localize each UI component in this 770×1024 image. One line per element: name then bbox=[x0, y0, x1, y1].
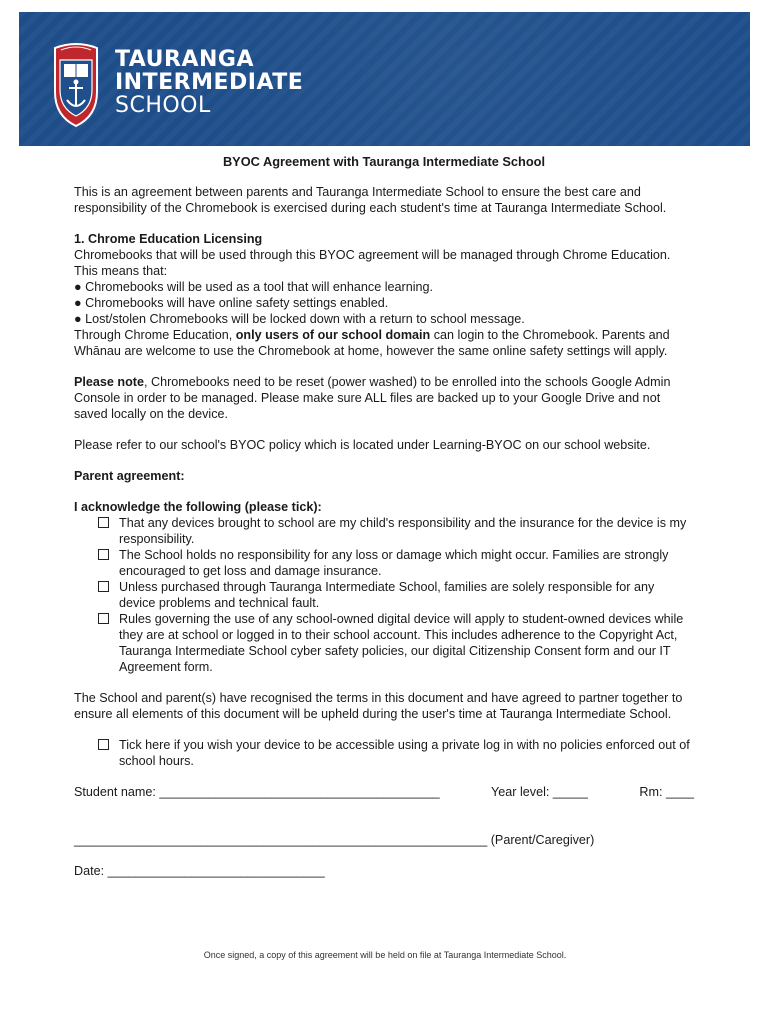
footnote: Once signed, a copy of this agreement will be held on file at Tauranga Intermediate School. bbox=[203, 950, 567, 960]
intro-paragraph: This is an agreement between parents and Tauranga Intermediate School to ensure the best care and responsibility of the Chromebook is exercised during each student's time at Tauranga Intermediate School. bbox=[74, 185, 667, 215]
header-banner bbox=[19, 12, 750, 146]
policy-reference: Please refer to our school's BYOC policy which is located under Learning-BYOC on our school website. bbox=[74, 438, 651, 452]
school-crest-icon bbox=[51, 40, 101, 128]
please-note-paragraph bbox=[74, 374, 694, 422]
checkbox-rules[interactable] bbox=[98, 613, 109, 624]
checkbox-item bbox=[98, 611, 694, 675]
recognised-paragraph: The School and parent(s) have recognised the terms in this document and have agreed to partner together to ensure all elements of this document will be upheld during the user's time at Tauranga Intermediate School. bbox=[74, 691, 683, 721]
student-fields-row bbox=[74, 784, 694, 800]
bullet-item: ● Lost/stolen Chromebooks will be locked down with a return to school message. bbox=[74, 312, 525, 326]
checkbox-private-login[interactable] bbox=[98, 739, 109, 750]
checkbox-item bbox=[98, 737, 694, 769]
checkbox-item bbox=[98, 547, 694, 579]
section1-text: Chromebooks that will be used through this BYOC agreement will be managed through Chrome Education. This means that: bbox=[74, 248, 671, 278]
bullet-item: ● Chromebooks will have online safety settings enabled. bbox=[74, 296, 389, 310]
school-name-line2: INTERMEDIATE bbox=[115, 70, 304, 95]
checkbox-technical-fault[interactable] bbox=[98, 581, 109, 592]
checkbox-label: That any devices brought to school are my child's responsibility and the insurance for the device is my responsibility. bbox=[119, 516, 687, 546]
checkbox-label: Rules governing the use of any school-owned digital device will apply to student-owned devices while they are at school or logged in to their school account. This includes adherence to the Copyright Act, Tauranga Intermediate School cyber safety policies, our digital Citizenship Consent form and our IT Agreement form. bbox=[119, 612, 684, 674]
bullet-item: ● Chromebooks will be used as a tool that will enhance learning. bbox=[74, 280, 434, 294]
page-title: BYOC Agreement with Tauranga Intermediate School bbox=[222, 154, 546, 169]
student-name-field[interactable]: Student name: ________________________________________ bbox=[74, 785, 440, 799]
chrome-education-paragraph bbox=[74, 327, 694, 359]
checkbox-item bbox=[98, 515, 694, 547]
checkbox-label: Unless purchased through Tauranga Intermediate School, families are solely responsible for any device problems and technical fault. bbox=[119, 580, 655, 610]
parent-agreement-heading: Parent agreement: bbox=[74, 469, 185, 483]
date-field[interactable]: Date: _______________________________ bbox=[74, 864, 325, 878]
through-text: Through Chrome Education, bbox=[74, 328, 236, 342]
checkbox-no-liability[interactable] bbox=[98, 549, 109, 560]
document-body bbox=[74, 154, 694, 879]
section1-heading: 1. Chrome Education Licensing bbox=[74, 232, 263, 246]
parent-signature-field[interactable]: ___________________________________________________________ (Parent/Caregiver) bbox=[74, 833, 595, 847]
please-note-text: , Chromebooks need to be reset (power washed) to be enrolled into the schools Google Admin Console in order to be managed. Please make sure ALL files are backed up to your Google Drive and not saved locally on the device. bbox=[74, 375, 671, 421]
checkbox-responsibility[interactable] bbox=[98, 517, 109, 528]
school-name bbox=[115, 48, 303, 117]
through-after-text: can login to the Chromebook. Parents and Whānau are welcome to use the Chromebook at home, however the same online safety settings will apply. bbox=[74, 328, 670, 358]
year-level-field[interactable]: Year level: _____ bbox=[491, 785, 588, 799]
room-field[interactable]: Rm: ____ bbox=[639, 785, 694, 799]
checkbox-label: Tick here if you wish your device to be accessible using a private log in with no policies enforced out of school hours. bbox=[119, 738, 690, 768]
school-name-line3: SCHOOL bbox=[115, 93, 211, 118]
school-domain-emphasis: only users of our school domain bbox=[235, 328, 431, 342]
school-name-line1: TAURANGA bbox=[115, 47, 254, 72]
checkbox-item bbox=[98, 579, 694, 611]
acknowledge-heading: I acknowledge the following (please tick): bbox=[74, 500, 322, 514]
please-note-label: Please note bbox=[74, 375, 144, 389]
checkbox-label: The School holds no responsibility for any loss or damage which might occur. Families are strongly encouraged to get loss and damage insurance. bbox=[119, 548, 669, 578]
